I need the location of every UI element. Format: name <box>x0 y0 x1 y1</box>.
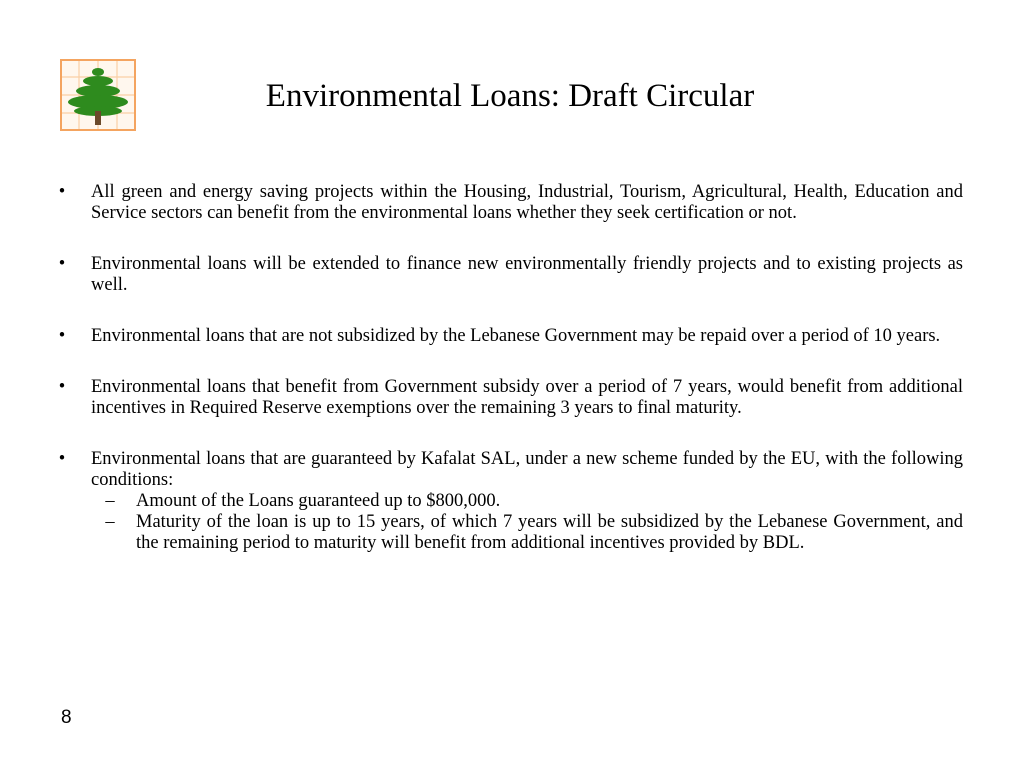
sub-bullet-list <box>91 491 963 554</box>
sub-bullet-text: Maturity of the loan is up to 15 years, of which 7 years will be subsidized by the Lebanese Government, and the remaining period to maturity will benefit from additional incentives provided by BDL. <box>136 512 963 553</box>
bullet-item <box>54 377 963 419</box>
slide-title: Environmental Loans: Draft Circular <box>265 78 755 114</box>
bullet-item <box>54 449 963 554</box>
sub-bullet-marker: – <box>105 491 115 511</box>
bullet-item <box>54 254 963 296</box>
bullet-text: Environmental loans that are guaranteed by Kafalat SAL, under a new scheme funded by the EU, with the following conditions: <box>91 449 963 490</box>
bullet-marker: • <box>58 254 66 274</box>
bullet-text: All green and energy saving projects within the Housing, Industrial, Tourism, Agricultural, Health, Education and Service sectors can benefit from the environmental loans whether they seek certification or not. <box>91 182 963 223</box>
bullet-text: Environmental loans will be extended to finance new environmentally friendly projects and to existing projects as well. <box>91 254 963 295</box>
sub-bullet-item <box>90 512 963 554</box>
bullet-item <box>54 326 963 347</box>
bullet-marker: • <box>58 449 66 469</box>
page-number: 8 <box>61 707 72 728</box>
bullet-marker: • <box>58 326 66 346</box>
cedar-tree-icon <box>60 59 136 131</box>
bullet-item <box>54 182 963 224</box>
sub-bullet-marker: – <box>105 512 115 532</box>
bullet-list <box>54 182 963 584</box>
bullet-marker: • <box>58 377 66 397</box>
bullet-text: Environmental loans that are not subsidized by the Lebanese Government may be repaid over a period of 10 years. <box>91 326 941 346</box>
bullet-marker: • <box>58 182 66 202</box>
cedar-trunk <box>95 111 101 125</box>
cedar-logo <box>60 59 136 131</box>
sub-bullet-text: Amount of the Loans guaranteed up to $800,000. <box>136 491 501 511</box>
bullet-text: Environmental loans that benefit from Government subsidy over a period of 7 years, would benefit from additional incentives in Required Reserve exemptions over the remaining 3 years to final maturity. <box>91 377 963 418</box>
sub-bullet-item <box>90 491 963 512</box>
